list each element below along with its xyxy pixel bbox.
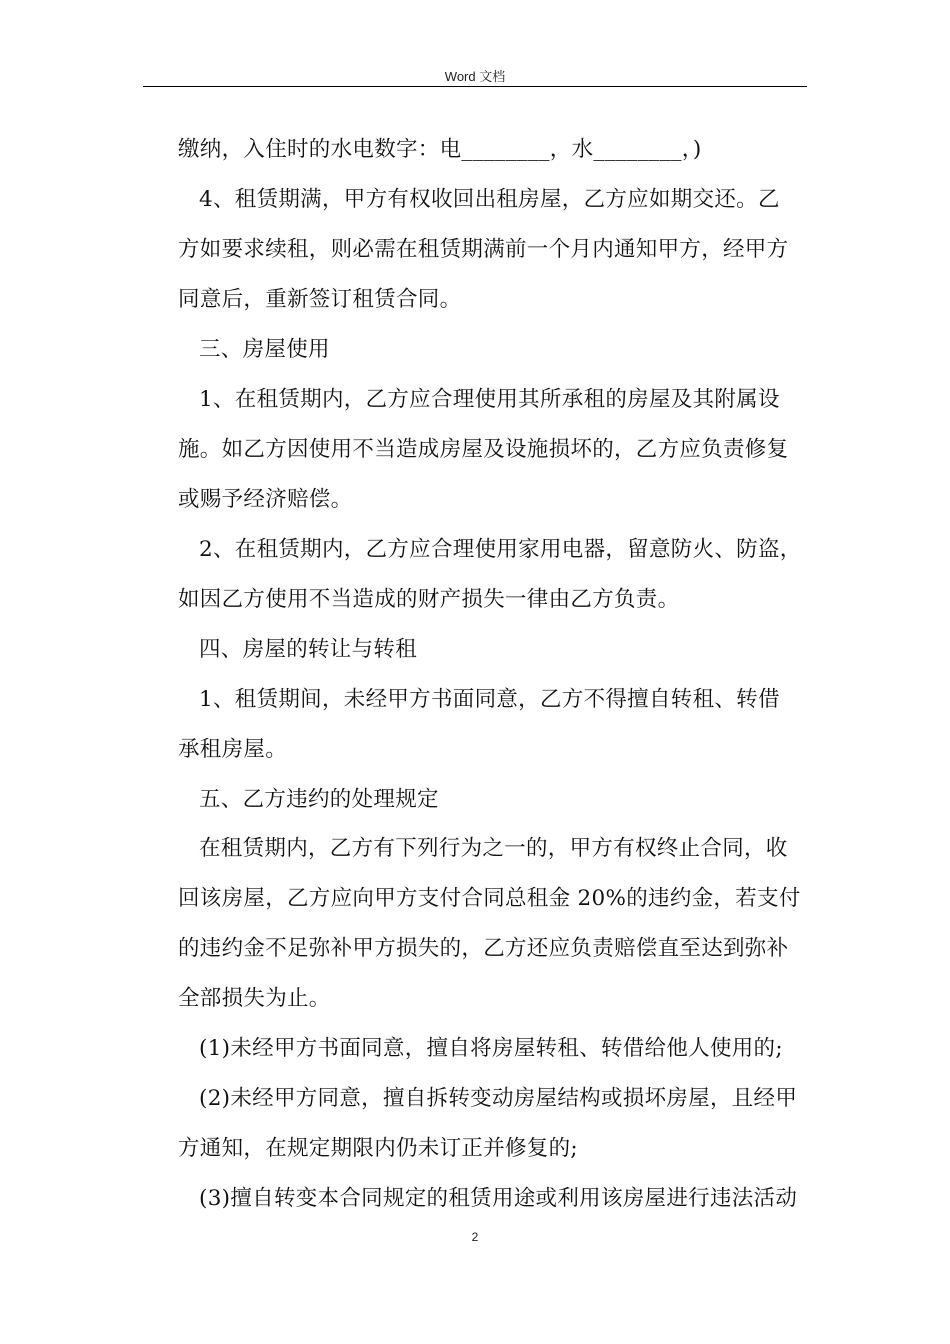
list-item: (1)未经甲方书面同意，擅自将房屋转租、转借给他人使用的; [199, 1036, 783, 1061]
body-line: 4、租赁期满，甲方有权收回出租房屋，乙方应如期交还。乙 [199, 187, 780, 212]
body-line: 承租房屋。 [178, 737, 288, 762]
body-line: 方如要求续租，则必需在租赁期满前一个月内通知甲方，经甲方 [178, 237, 789, 262]
body-line: 回该房屋，乙方应向甲方支付合同总租金 20%的违约金，若支付 [178, 886, 801, 911]
body-line: 同意后，重新签订租赁合同。 [178, 287, 462, 312]
body-line: 施。如乙方因使用不当造成房屋及设施损坏的，乙方应负责修复 [178, 437, 789, 462]
section-heading: 五、乙方违约的处理规定 [199, 787, 439, 812]
page-number: 2 [471, 1230, 479, 1244]
header-divider [143, 86, 807, 87]
body-line: 的违约金不足弥补甲方损失的，乙方还应负责赔偿直至达到弥补 [178, 936, 789, 961]
body-line: 方通知，在规定期限内仍未订正并修复的; [178, 1136, 578, 1161]
section-heading: 四、房屋的转让与转租 [199, 637, 418, 662]
section-heading: 三、房屋使用 [199, 337, 330, 362]
list-item: (3)擅自转变本合同规定的租赁用途或利用该房屋进行违法活动 [199, 1186, 798, 1211]
body-line: 2、在租赁期内，乙方应合理使用家用电器，留意防火、防盗， [199, 537, 802, 562]
body-line: 1、租赁期间，未经甲方书面同意，乙方不得擅自转租、转借 [199, 687, 780, 712]
body-line: 缴纳，入住时的水电数字：电________，水________，) [178, 137, 702, 162]
body-line: 在租赁期内，乙方有下列行为之一的，甲方有权终止合同，收 [199, 836, 788, 861]
body-line: 全部损失为止。 [178, 986, 331, 1011]
body-line: 或赐予经济赔偿。 [178, 487, 353, 512]
body-line: 1、在租赁期内，乙方应合理使用其所承租的房屋及其附属设 [199, 387, 780, 412]
list-item: (2)未经甲方同意，擅自拆转变动房屋结构或损坏房屋，且经甲 [199, 1086, 798, 1111]
body-line: 如因乙方使用不当造成的财产损失一律由乙方负责。 [178, 587, 680, 612]
page-header-title: Word 文档 [444, 69, 506, 84]
